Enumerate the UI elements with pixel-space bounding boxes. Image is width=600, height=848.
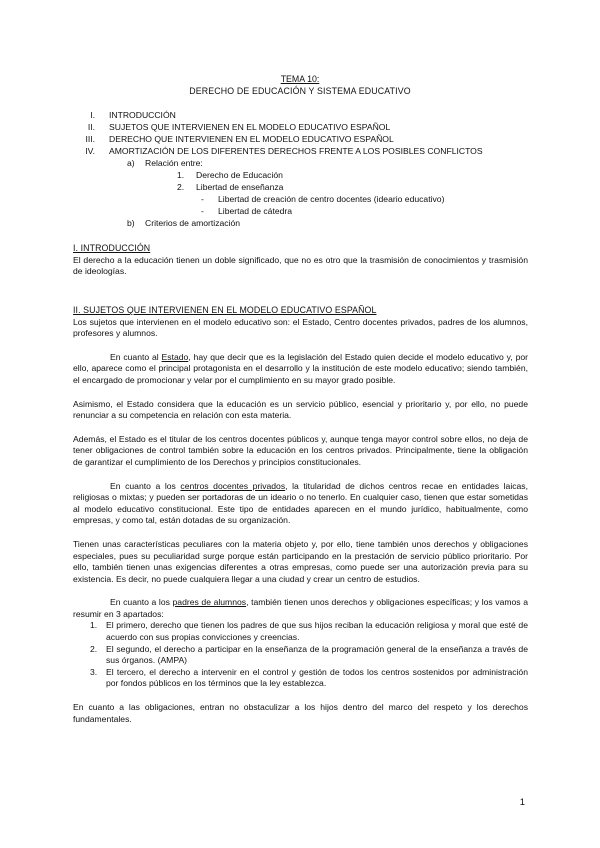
outline-number: b) <box>127 218 135 228</box>
text-run: , la titularidad de dichos centros recae en entidades laicas, religiosas o mixtas; y pueden ser portadoras de un ideario o no tenerlo. En cualquier caso, tienen que estar sometidas al modelo educativo constitucional. Este tipo de entidades aparecen en el mundo jurídico, habitualmente, como empresas, y como tal, están dotadas de su organización. <box>73 480 528 526</box>
text-run: En cuanto a los <box>110 480 181 491</box>
paragraph: Además, el Estado es el titular de los centros docentes públicos y, aunque tenga mayor control sobre ellos, no deja de tener obligaciones de control también sobre la educación en los centros privados. Principalmente, tiene la obligación de garantizar el cumplimiento de los Derechos y principios constitucionales. <box>73 433 528 467</box>
tema-label: TEMA 10: <box>280 74 320 84</box>
outline-text: Derecho de Educación <box>196 170 283 180</box>
list-item <box>73 620 528 643</box>
paragraph-padres <box>73 597 528 620</box>
outline-item <box>0 122 600 134</box>
outline-number: II. <box>87 122 95 132</box>
paragraph: El derecho a la educación tienen un doble significado, que no es otro que la trasmisión de conocimientos y trasmisión de ideologías. <box>73 254 528 277</box>
text-run: En cuanto a los <box>110 597 173 608</box>
list-number: 3. <box>90 666 98 677</box>
paragraph: Los sujetos que intervienen en el modelo educativo son: el Estado, Centro docentes privados, padres de los alumnos, profesores y alumnos. <box>73 316 528 339</box>
outline-item <box>0 110 600 122</box>
underlined-term: padres de alumnos <box>172 597 247 608</box>
section-sujetos <box>73 305 528 725</box>
underlined-term: centros docentes privados <box>180 480 286 491</box>
numbered-list <box>73 620 528 690</box>
list-number: 1. <box>90 620 98 631</box>
text-run: , hay que decir que es la legislación del Estado quien decide el modelo educativo y, por ello, aparece como el principal protagonista en el desarrollo y la institución de este modelo educativo; siendo también, el encargado de promocionar y velar por el cumplimiento en su mayor grado posible. <box>73 351 528 385</box>
outline-subitem <box>0 182 600 194</box>
list-text: El segundo, el derecho a participar en la enseñanza de la programación general de la enseñanza a través de sus órganos. (AMPA) <box>106 643 528 666</box>
outline-item <box>0 146 600 158</box>
list-item <box>73 667 528 690</box>
outline-subitem <box>0 194 600 206</box>
section-heading: II. SUJETOS QUE INTERVIENEN EN EL MODELO EDUCATIVO ESPAÑOL <box>73 305 377 315</box>
outline-bullet: - <box>201 206 204 216</box>
outline-subitem <box>0 218 600 230</box>
list-number: 2. <box>90 643 98 654</box>
table-of-contents <box>0 110 600 230</box>
outline-number: III. <box>85 134 95 144</box>
list-text: El tercero, el derecho a intervenir en el control y gestión de todos los centros sostenidos por administración por fondos públicos en los términos que la ley establezca. <box>106 666 528 689</box>
document-title: DERECHO DE EDUCACIÓN Y SISTEMA EDUCATIVO <box>189 86 411 96</box>
paragraph-centros <box>73 481 528 527</box>
outline-text: Relación entre: <box>145 158 203 168</box>
outline-text: Libertad de enseñanza <box>196 182 284 192</box>
outline-text: AMORTIZACIÓN DE LOS DIFERENTES DERECHOS FRENTE A LOS POSIBLES CONFLICTOS <box>109 146 483 156</box>
paragraph: Tienen unas características peculiares con la materia objeto y, por ello, tiene también unos derechos y obligaciones especiales, pues su peculiaridad surge porque están participando en la prestación de servicio público prioritario. Por ello, también tienen unas exigencias diferentes a otras empresas, como puede ser una autorización previa para su existencia. Es decir, no puede cualquiera llegar a una ciudad y crear un centro de estudios. <box>73 538 528 584</box>
outline-text: Criterios de amortización <box>145 218 241 228</box>
page-number: 1 <box>519 797 525 808</box>
outline-text: SUJETOS QUE INTERVIENEN EN EL MODELO EDUCATIVO ESPAÑOL <box>109 122 391 132</box>
paragraph: En cuanto a las obligaciones, entran no obstaculizar a los hijos dentro del marco del respeto y los derechos fundamentales. <box>73 702 528 724</box>
outline-subitem <box>0 170 600 182</box>
list-item <box>73 644 528 667</box>
outline-text: DERECHO QUE INTERVIENEN EN EL MODELO EDUCATIVO ESPAÑOL <box>109 134 394 144</box>
list-text: El primero, derecho que tienen los padres de que sus hijos reciban la educación religiosa y moral que esté de acuerdo con sus propias convicciones y creencias. <box>106 620 528 643</box>
outline-number: IV. <box>85 146 95 156</box>
text-run: , también tienen unos derechos y obligaciones específicas; y los vamos a resumir en 3 apartados: <box>73 597 528 619</box>
underlined-term: Estado <box>161 351 189 362</box>
section-introduccion <box>73 243 528 278</box>
paragraph: Asimismo, el Estado considera que la educación es un servicio público, esencial y prioritario y, por ello, no puede renunciar a su competencia en relación con esta materia. <box>73 398 528 421</box>
outline-subitem <box>0 158 600 170</box>
text-run: En cuanto al <box>110 351 162 362</box>
outline-item <box>0 134 600 146</box>
paragraph-estado <box>73 352 528 387</box>
outline-subitem <box>0 206 600 218</box>
section-heading: I. INTRODUCCIÓN <box>73 243 151 253</box>
outline-text: Libertad de creación de centro docentes (ideario educativo) <box>218 194 445 204</box>
outline-number: 2. <box>177 182 185 192</box>
outline-text: INTRODUCCIÓN <box>109 110 176 120</box>
outline-number: 1. <box>177 170 185 180</box>
outline-text: Libertad de cátedra <box>218 206 293 216</box>
outline-number: I. <box>90 110 95 120</box>
outline-bullet: - <box>201 194 204 204</box>
outline-number: a) <box>127 158 135 168</box>
